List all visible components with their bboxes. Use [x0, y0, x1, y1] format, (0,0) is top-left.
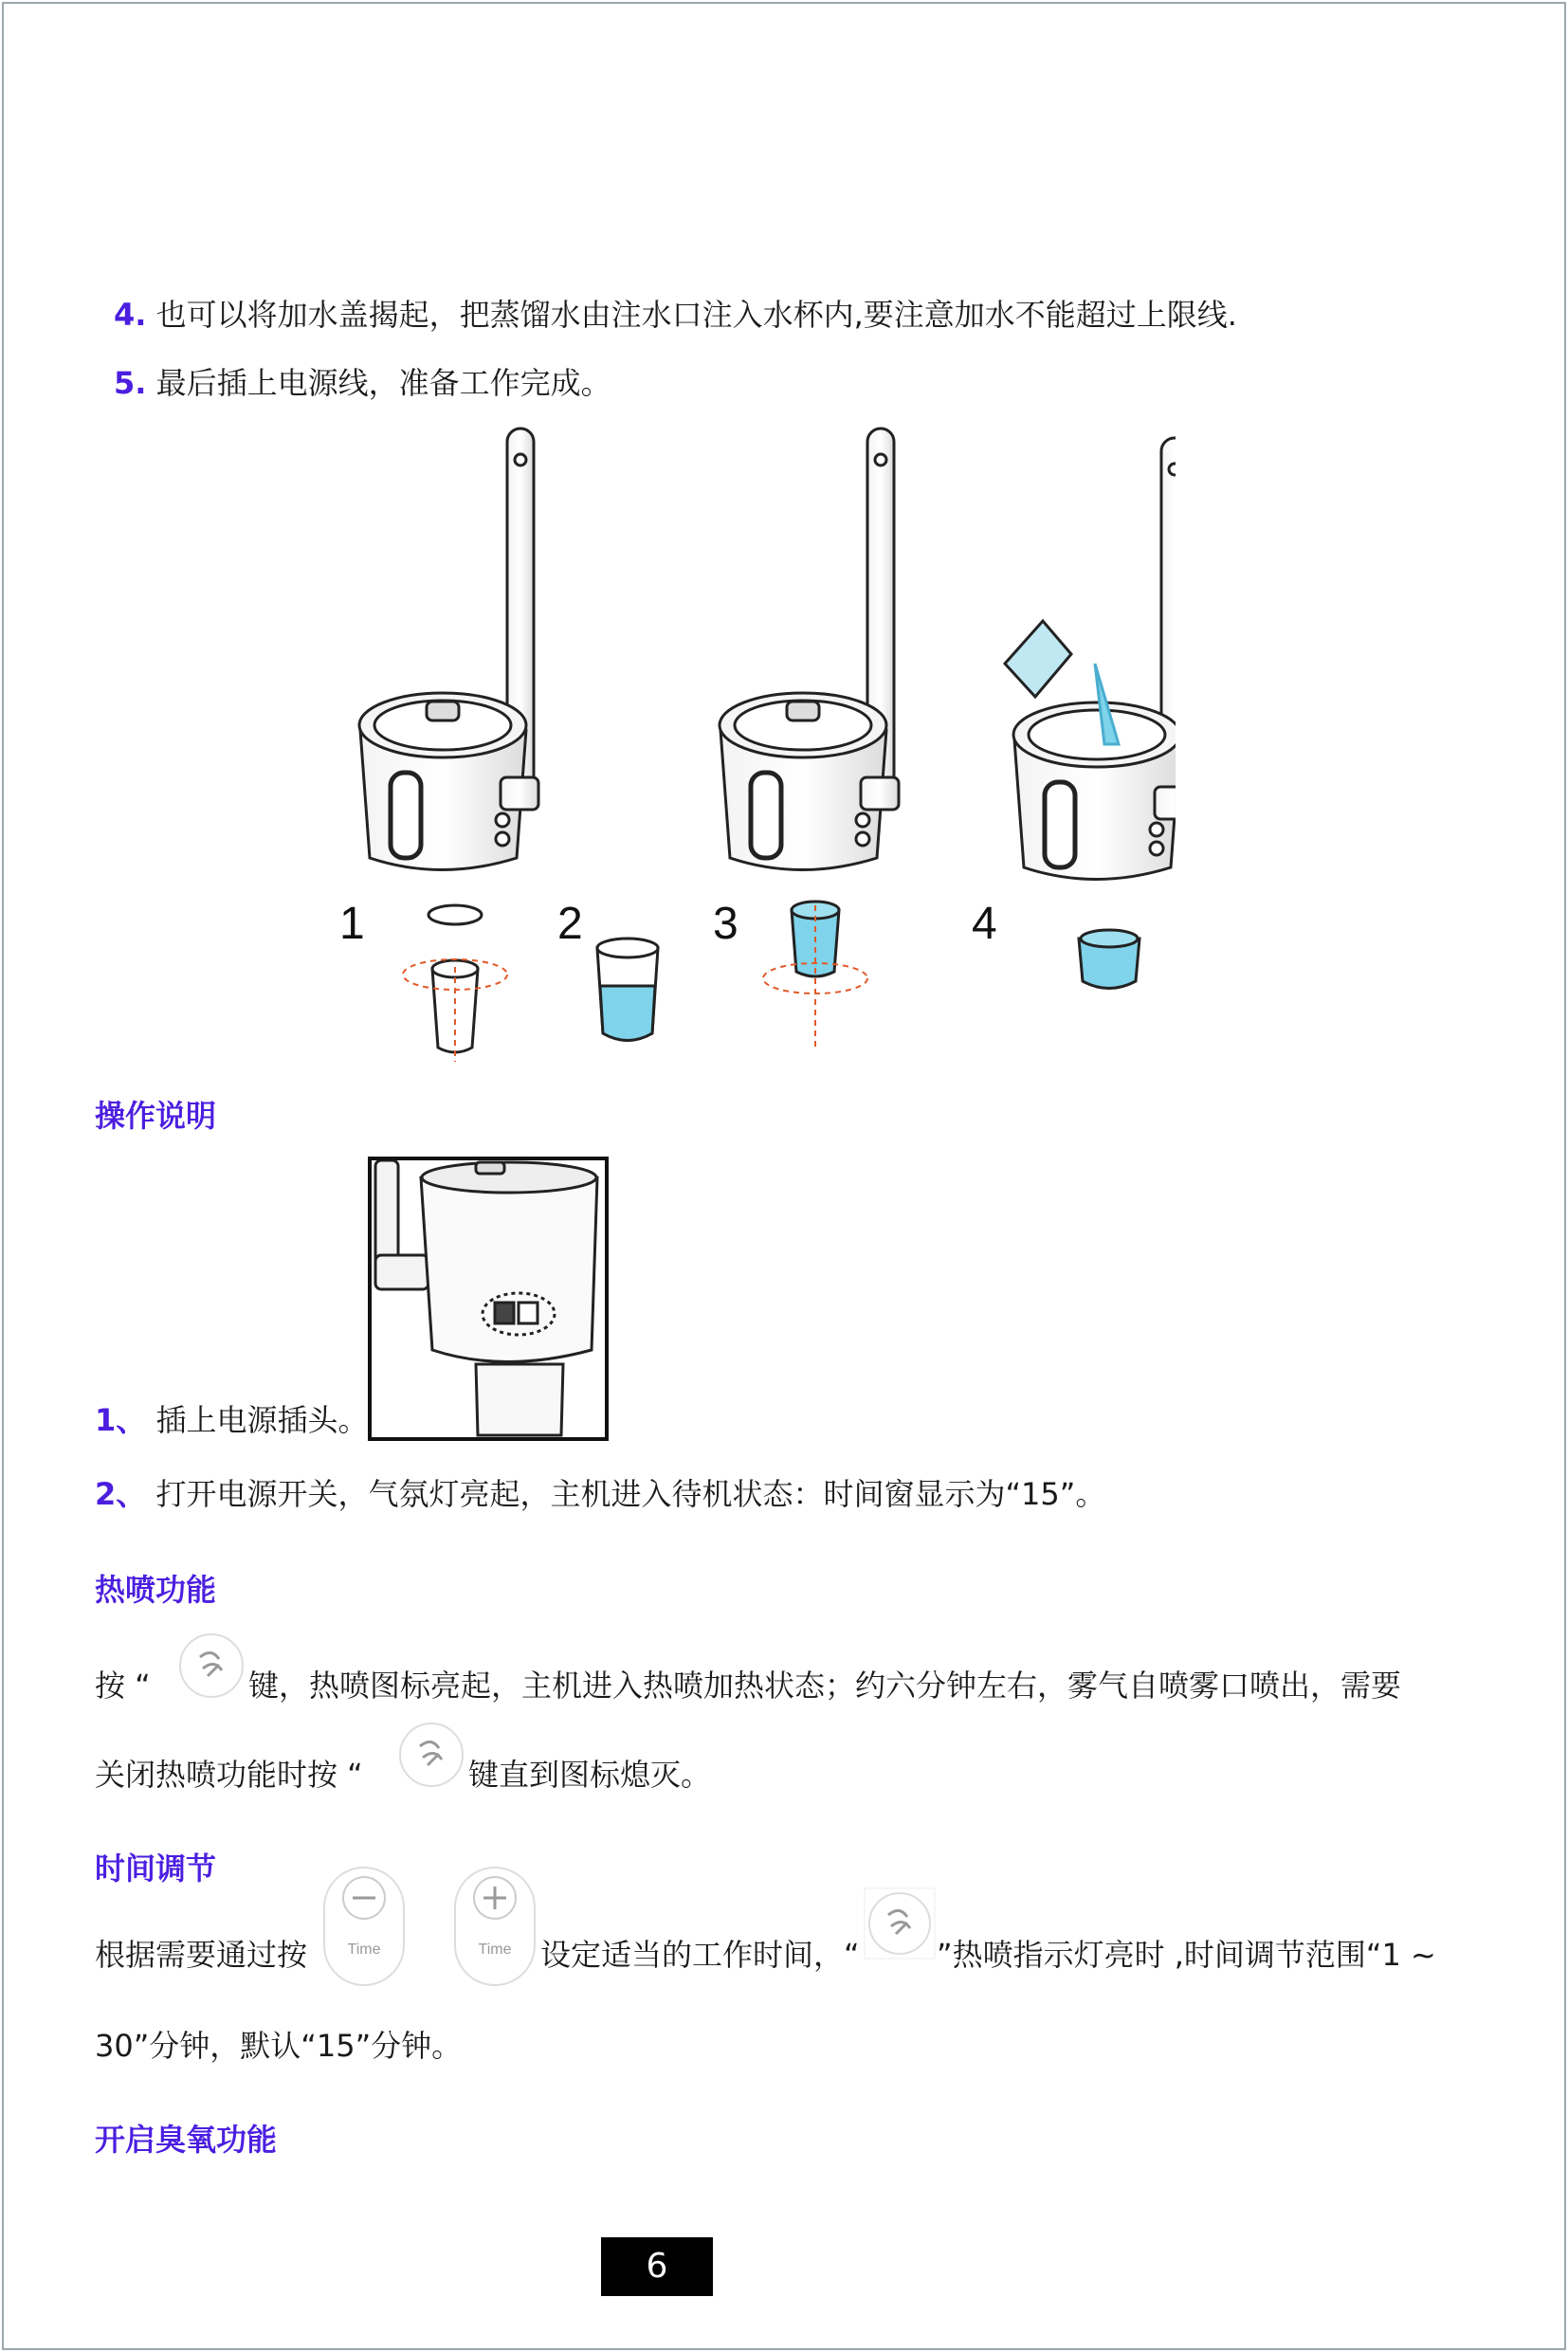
- time-minus-button: [322, 1866, 406, 1987]
- water-beaker: [597, 939, 658, 1041]
- step-text: 也可以将加水盖揭起，把蒸馏水由注水口注入水杯内,要注意加水不能超过上限线.: [155, 297, 1237, 333]
- hot-spray-indicator-icon: [863, 1887, 937, 1960]
- step-number: 5.: [114, 365, 147, 401]
- time-line-1a: 根据需要通过按: [95, 1937, 308, 1973]
- time-minus-label: Time: [347, 1942, 381, 1958]
- step-text: 最后插上电源线，准备工作完成。: [155, 365, 611, 401]
- hot-spray-key-icon: [176, 1631, 246, 1701]
- operation-step-2: [95, 1475, 1105, 1513]
- figure-label-3: 3: [713, 899, 738, 949]
- device-unit-4: [1005, 438, 1176, 989]
- minus-icon: [322, 1866, 406, 1987]
- hot-spray-line-2: 关闭热喷功能时按 “: [95, 1757, 363, 1793]
- step-text: 打开电源开关，气氛灯亮起，主机进入待机状态：时间窗显示为“15”。: [155, 1476, 1106, 1512]
- figure-label-1: 1: [339, 899, 365, 949]
- hot-spray-line-2b: 键直到图标熄灭。: [468, 1757, 712, 1793]
- step-number: 2、: [95, 1476, 147, 1512]
- step-number: 4.: [114, 297, 147, 333]
- time-plus-label: Time: [478, 1942, 512, 1958]
- page-border: [2, 2, 1566, 2350]
- time-line-1b: 设定适当的工作时间，“: [540, 1937, 860, 1973]
- operation-step-1: [95, 1401, 368, 1439]
- figure-label-4: 4: [972, 899, 997, 949]
- section-heading-ozone: 开启臭氧功能: [95, 2122, 278, 2158]
- time-line-1c: ”热喷指示灯亮时 ,时间调节范围“1 ~: [937, 1937, 1436, 1973]
- time-line-2: 30”分钟，默认“15”分钟。: [95, 2028, 463, 2064]
- section-heading-hot-spray: 热喷功能: [95, 1572, 217, 1608]
- section-heading-operation: 操作说明: [95, 1098, 217, 1134]
- power-switch-figure: [368, 1157, 609, 1441]
- step-5: [114, 364, 611, 402]
- device-unit-1: [359, 428, 538, 1052]
- hot-spray-line-1: [95, 1667, 151, 1705]
- figure-label-2: 2: [557, 899, 583, 949]
- page-number: 6: [601, 2237, 713, 2296]
- step-text: 插上电源插头。: [155, 1402, 369, 1438]
- hot-spray-line-1b: 键，热喷图标亮起，主机进入热喷加热状态；约六分钟左右，雾气自喷雾口喷出，需要: [248, 1668, 1402, 1704]
- text-fragment: 按 “: [95, 1668, 151, 1704]
- time-plus-button: [453, 1866, 537, 1987]
- power-switch-illustration: [372, 1160, 605, 1437]
- step-4: [114, 296, 1237, 334]
- plus-icon: [453, 1866, 537, 1987]
- section-heading-time-adjust: 时间调节: [95, 1851, 217, 1887]
- step-number: 1、: [95, 1402, 147, 1438]
- device-assembly-illustration: [322, 417, 1176, 1071]
- hot-spray-key-icon: [396, 1720, 466, 1790]
